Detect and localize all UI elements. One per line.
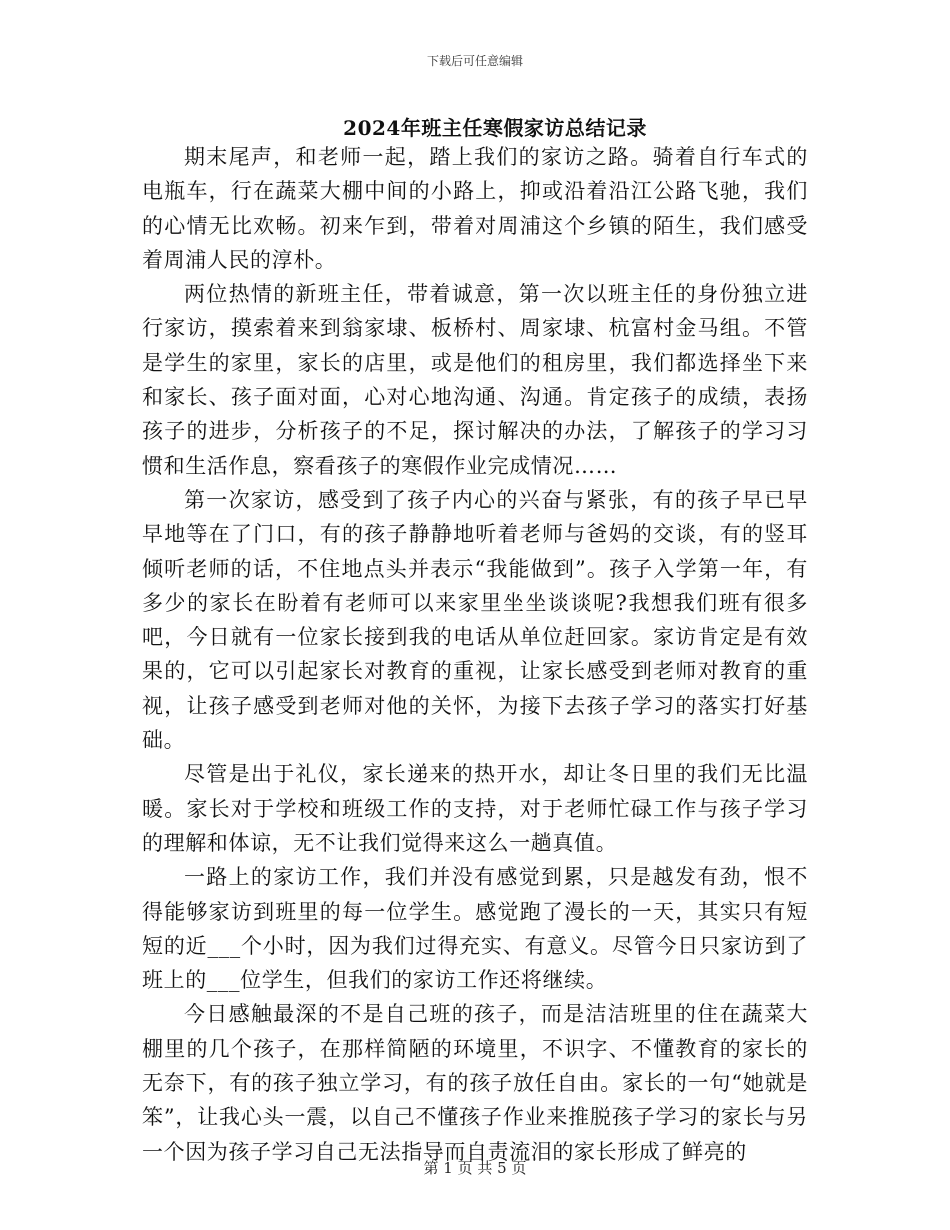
paragraph-3: 第一次家访，感受到了孩子内心的兴奋与紧张，有的孩子早已早早地等在了门口，有的孩子静静地听着老师与爸妈的交谈，有的竖耳倾听老师的话，不住地点头并表示“我能做到”。孩子入学第一年，有多少的家长在盼着有老师可以来家里坐坐谈谈呢?我想我们班有很多吧，今日就有一位家长接到我的电话从单位赶回家。家访肯定是有效果的，它可以引起家长对教育的重视，让家长感受到老师对教育的重视，让孩子感受到老师对他的关怀，为接下去孩子学习的落实打好基础。 [142, 487, 808, 753]
paragraph-5: 一路上的家访工作，我们并没有感觉到累，只是越发有劲，恨不得能够家访到班里的每一位学生。感觉跑了漫长的一天，其实只有短短的近___个小时，因为我们过得充实、有意义。尽管今日只家访到了班上的___位学生，但我们的家访工作还将继续。 [142, 865, 808, 993]
paragraph-2: 两位热情的新班主任，带着诚意，第一次以班主任的身份独立进行家访，摸索着来到翁家埭、板桥村、周家埭、杭富村金马组。不管是学生的家里，家长的店里，或是他们的租房里，我们都选择坐下来和家长、孩子面对面，心对心地沟通、沟通。肯定孩子的成绩，表扬孩子的进步，分析孩子的不足，探讨解决的办法，了解孩子的学习习惯和生活作息，察看孩子的寒假作业完成情况…… [142, 282, 808, 478]
paragraph-6: 今日感触最深的不是自己班的孩子，而是洁洁班里的住在蔬菜大棚里的几个孩子，在那样简陋的环境里，不识字、不懂教育的家长的无奈下，有的孩子独立学习，有的孩子放任自由。家长的一句“她就是笨”，让我心头一震，以自己不懂孩子作业来推脱孩子学习的家长与另一个因为孩子学习自己无法指导而自责流泪的家长形成了鲜亮的 [142, 1002, 808, 1164]
document-body [142, 140, 808, 1169]
page-footer: 第 1 页 共 5 页 [423, 1159, 527, 1177]
page-header: 下载后可任意编辑 [426, 54, 523, 68]
paragraph-4: 尽管是出于礼仪，家长递来的热开水，却让冬日里的我们无比温暖。家长对于学校和班级工作的支持，对于老师忙碌工作与孩子学习的理解和体谅，无不让我们觉得来这么一趟真值。 [142, 762, 808, 855]
paragraph-1: 期末尾声，和老师一起，踏上我们的家访之路。骑着自行车式的电瓶车，行在蔬菜大棚中间的小路上，抑或沿着沿江公路飞驰，我们的心情无比欢畅。初来乍到，带着对周浦这个乡镇的陌生，我们感受着周浦人民的淳朴。 [142, 145, 808, 272]
document-title: 2024年班主任寒假家访总结记录 [343, 116, 647, 140]
